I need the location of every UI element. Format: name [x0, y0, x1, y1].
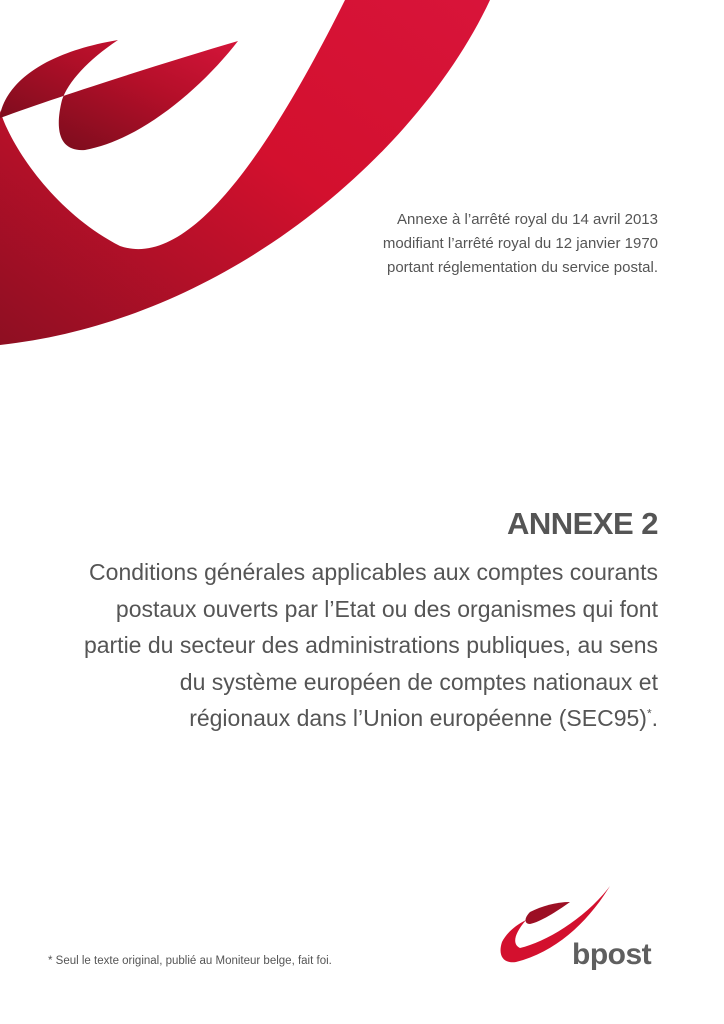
- swoosh-small-band: [0, 40, 238, 150]
- subtitle-line: du système européen de comptes nationaux et: [179, 668, 658, 695]
- legal-reference-note: [298, 208, 658, 280]
- subtitle-line: postaux ouverts par l’Etat ou des organismes qui font: [115, 595, 658, 622]
- annex-subtitle: [38, 554, 658, 737]
- legal-reference-line: Annexe à l’arrêté royal du 14 avril 2013: [397, 211, 658, 228]
- subtitle-line: Conditions générales applicables aux comptes courants: [89, 559, 658, 585]
- subtitle-last-line: [38, 700, 658, 737]
- bpost-logo: [498, 882, 668, 972]
- logo-swoosh-inner: [526, 902, 571, 924]
- legal-reference-line: portant réglementation du service postal.: [387, 259, 658, 276]
- footnote: * Seul le texte original, publié au Moniteur belge, fait foi.: [48, 955, 332, 967]
- subtitle-period: .: [651, 705, 658, 731]
- subtitle-line: régionaux dans l’Union européenne (SEC95): [189, 705, 647, 731]
- brand-swoosh-graphic: [0, 0, 724, 360]
- subtitle-line: partie du secteur des administrations publiques, au sens: [83, 632, 658, 658]
- footnote-marker: *: [646, 706, 652, 721]
- legal-reference-line: modifiant l’arrêté royal du 12 janvier 1970: [382, 235, 658, 252]
- bpost-wordmark: bpost: [572, 938, 652, 971]
- annex-title: ANNEXE 2: [506, 506, 658, 541]
